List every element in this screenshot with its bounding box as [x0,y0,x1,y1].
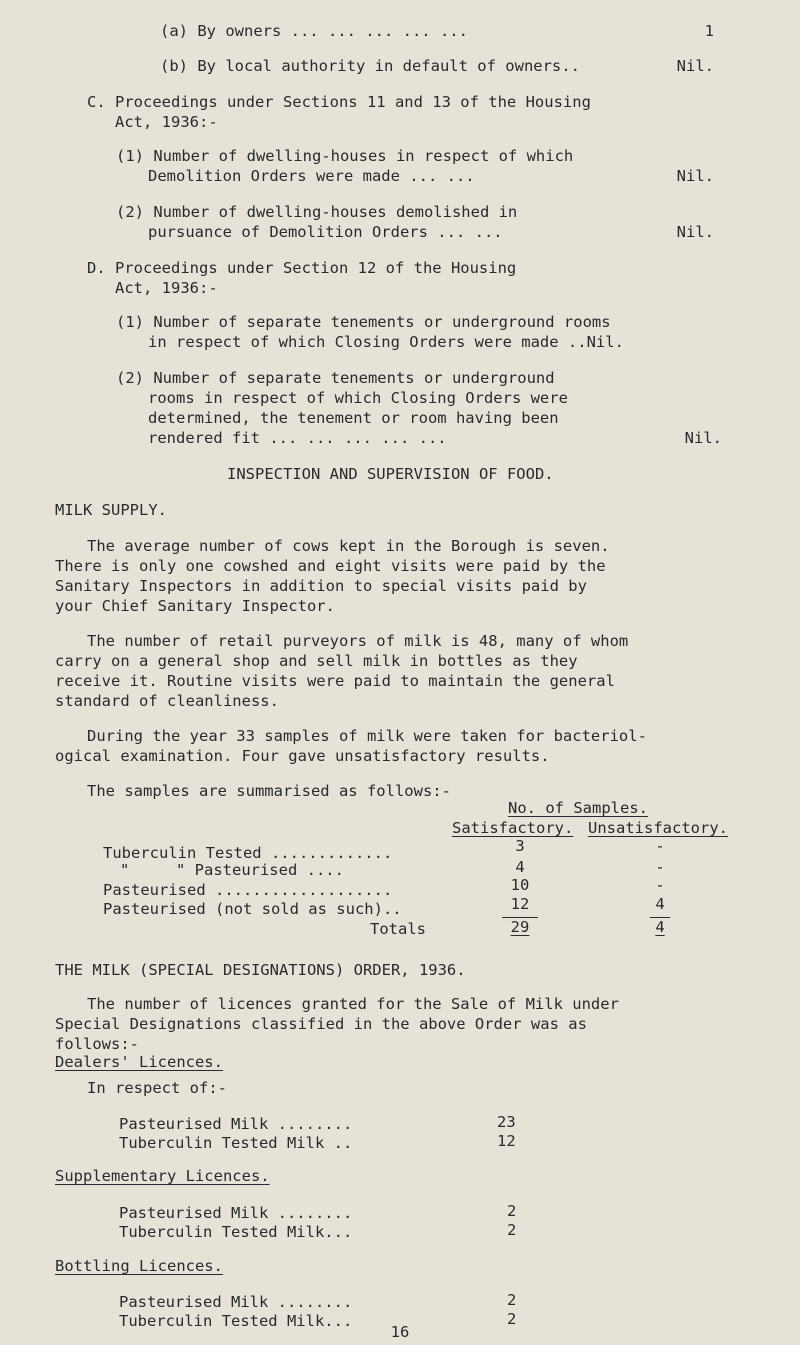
licence-item: Tuberculin Tested Milk... [119,1223,353,1241]
section-c-item-1-value: Nil. [676,167,714,185]
para1-line: Sanitary Inspectors in addition to special visits paid by [55,577,587,595]
table-row-unsatisfactory: 4 [655,895,665,913]
section-d-item-2-value: Nil. [684,429,722,447]
para2-line: receive it. Routine visits were paid to maintain the general [55,672,615,690]
section-c-item-2: (2) Number of dwelling-houses demolished in [116,203,518,221]
licence-item: Pasteurised Milk ........ [119,1204,353,1222]
table-row-label: Pasteurised ................... [103,881,393,899]
order-para-line: The number of licences granted for the Sale of Milk under [87,995,619,1013]
local-authority-line: (b) By local authority in default of owners.. [160,57,580,75]
section-c-item-2-cont: pursuance of Demolition Orders ... ... [148,223,503,241]
order-para-line: follows:- [55,1035,139,1053]
para2-line: The number of retail purveyors of milk is 48, many of whom [87,632,629,650]
table-col-unsatisfactory: Unsatisfactory. [588,819,728,837]
licence-value: 2 [507,1291,517,1309]
local-authority-value: Nil. [676,57,714,75]
dealers-heading: Dealers' Licences. [55,1053,223,1071]
para2-line: standard of cleanliness. [55,692,279,710]
bottling-heading: Bottling Licences. [55,1257,223,1275]
in-respect-label: In respect of:- [87,1079,227,1097]
totals-label: Totals [370,920,426,938]
licence-value: 23 [497,1113,516,1131]
table-group-header: No. of Samples. [508,799,648,817]
section-d-item-1-cont: in respect of which Closing Orders were made ..Nil. [148,333,624,351]
table-row-satisfactory: 3 [515,837,525,855]
table-row-unsatisfactory: - [655,876,665,894]
table-row-label: Pasteurised (not sold as such).. [103,900,402,918]
section-d-item-1: (1) Number of separate tenements or underground rooms [116,313,611,331]
section-d-heading-cont: Act, 1936:- [115,279,218,297]
para1-line: The average number of cows kept in the Borough is seven. [87,537,610,555]
section-c-item-2-value: Nil. [676,223,714,241]
table-row-label: " " Pasteurised .... [120,861,344,879]
owners-value: 1 [704,22,714,40]
licence-value: 12 [497,1132,516,1150]
section-c-item-1: (1) Number of dwelling-houses in respect of which [116,147,574,165]
para2-line: carry on a general shop and sell milk in bottles as they [55,652,578,670]
supplementary-heading: Supplementary Licences. [55,1167,270,1185]
table-row-unsatisfactory: - [655,858,665,876]
totals-unsatisfactory: 4 [655,918,665,936]
totals-satisfactory: 29 [510,918,530,936]
para1-line: There is only one cowshed and eight visits were paid by the [55,557,606,575]
section-c-heading-cont: Act, 1936:- [115,113,218,131]
table-row-unsatisfactory: - [655,837,665,855]
para1-line: your Chief Sanitary Inspector. [55,597,335,615]
para3-line: ogical examination. Four gave unsatisfactory results. [55,747,550,765]
milk-supply-heading: MILK SUPPLY. [55,501,167,519]
table-row-satisfactory: 4 [515,858,525,876]
section-d-item-2-l3: determined, the tenement or room having been [148,409,559,427]
section-d-item-2-l4: rendered fit ... ... ... ... ... [148,429,447,447]
licence-value: 2 [507,1221,517,1239]
licence-item: Tuberculin Tested Milk .. [119,1134,353,1152]
section-d-item-2-l2: rooms in respect of which Closing Orders were [148,389,568,407]
summary-intro: The samples are summarised as follows:- [87,782,451,800]
page-number: 16 [390,1323,410,1341]
section-c-heading: C. Proceedings under Sections 11 and 13 of the Housing [87,93,591,111]
section-d-item-2: (2) Number of separate tenements or underground [116,369,555,387]
table-row-label: Tuberculin Tested ............. [103,844,393,862]
licence-item: Tuberculin Tested Milk... [119,1312,353,1330]
order-para-line: Special Designations classified in the above Order was as [55,1015,587,1033]
licence-item: Pasteurised Milk ........ [119,1115,353,1133]
section-c-item-1-cont: Demolition Orders were made ... ... [148,167,475,185]
table-col-satisfactory: Satisfactory. [452,819,574,837]
licence-value: 2 [507,1310,517,1328]
table-row-satisfactory: 10 [510,876,530,894]
owners-line: (a) By owners ... ... ... ... ... [160,22,468,40]
table-row-satisfactory: 12 [510,895,530,913]
order-heading: THE MILK (SPECIAL DESIGNATIONS) ORDER, 1936. [55,961,466,979]
licence-item: Pasteurised Milk ........ [119,1293,353,1311]
para3-line: During the year 33 samples of milk were taken for bacteriol- [87,727,647,745]
food-heading: INSPECTION AND SUPERVISION OF FOOD. [227,465,554,483]
licence-value: 2 [507,1202,517,1220]
section-d-heading: D. Proceedings under Section 12 of the Housing [87,259,517,277]
